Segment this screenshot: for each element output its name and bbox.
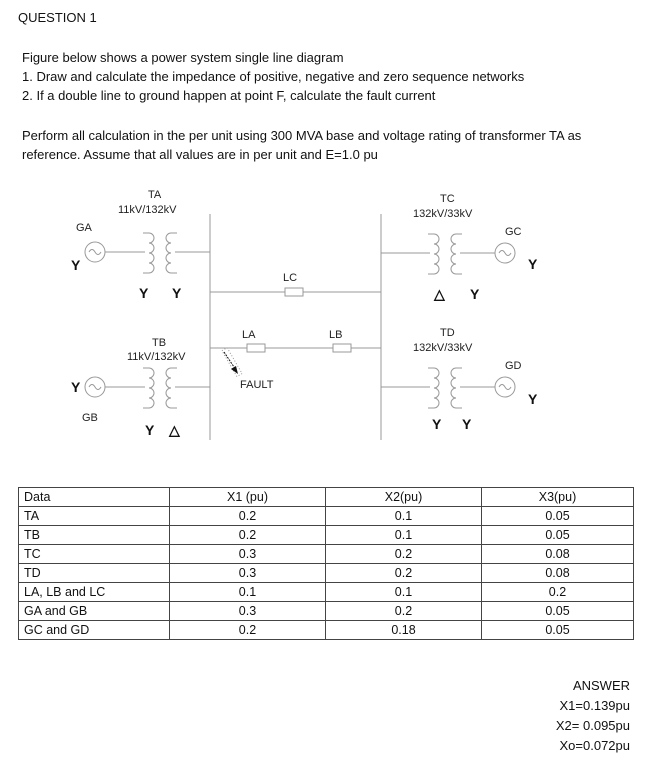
table-cell: TB <box>19 526 170 545</box>
wye-ga-icon: Y <box>71 257 81 273</box>
table-cell: 0.3 <box>170 602 326 621</box>
table-row <box>19 526 634 545</box>
table-cell: LA, LB and LC <box>19 583 170 602</box>
gd-label: GD <box>505 360 522 372</box>
table-cell: 0.18 <box>326 621 482 640</box>
table-cell: 0.2 <box>170 507 326 526</box>
table-cell: 0.08 <box>482 545 634 564</box>
wye-tc-secondary-icon: Y <box>470 286 480 302</box>
wye-td-secondary-icon: Y <box>462 416 472 432</box>
table-row <box>19 507 634 526</box>
ta-label: TA <box>148 189 162 201</box>
td-rating: 132kV/33kV <box>413 342 473 354</box>
fault-label: FAULT <box>240 379 274 391</box>
answer-title: ANSWER <box>572 678 630 693</box>
delta-tc-primary-icon: △ <box>434 286 445 302</box>
table-cell: GA and GB <box>19 602 170 621</box>
wye-ta-primary-icon: Y <box>139 285 149 301</box>
table-cell: TC <box>19 545 170 564</box>
instructions-line-1: Perform all calculation in the per unit using 300 MVA base and voltage rating of transformer TA as <box>22 128 582 143</box>
task-1: 1. Draw and calculate the impedance of positive, negative and zero sequence networks <box>22 69 525 84</box>
table-cell: 0.2 <box>170 621 326 640</box>
table-cell: 0.1 <box>326 507 482 526</box>
answer-x0: Xo=0.072pu <box>559 738 630 753</box>
table-cell: 0.1 <box>326 526 482 545</box>
table-cell: 0.05 <box>482 621 634 640</box>
table-row <box>19 564 634 583</box>
delta-tb-secondary-icon: △ <box>169 422 180 438</box>
tc-rating: 132kV/33kV <box>413 208 473 220</box>
table-cell: 0.1 <box>170 583 326 602</box>
lb-label: LB <box>329 329 343 341</box>
table-cell: GC and GD <box>19 621 170 640</box>
header-x3: X3(pu) <box>482 488 634 507</box>
table-cell: TD <box>19 564 170 583</box>
header-x2: X2(pu) <box>326 488 482 507</box>
wye-gd-icon: Y <box>528 391 538 407</box>
table-row <box>19 583 634 602</box>
transformer-tb-icon <box>143 368 154 408</box>
transformer-ta-icon <box>143 233 154 273</box>
wye-ta-secondary-icon: Y <box>172 285 182 301</box>
table-cell: 0.3 <box>170 564 326 583</box>
table-header-row <box>19 488 634 507</box>
table-cell: 0.05 <box>482 507 634 526</box>
wye-tb-primary-icon: Y <box>145 422 155 438</box>
lc-label: LC <box>283 272 298 284</box>
wye-gb-icon: Y <box>71 379 81 395</box>
table-cell: 0.3 <box>170 545 326 564</box>
gc-label: GC <box>505 226 522 238</box>
table-cell: TA <box>19 507 170 526</box>
table-cell: 0.2 <box>170 526 326 545</box>
line-la-icon <box>247 344 265 352</box>
answer-x1: X1=0.139pu <box>559 698 630 713</box>
td-label: TD <box>440 327 455 339</box>
header-x1: X1 (pu) <box>170 488 326 507</box>
task-2: 2. If a double line to ground happen at point F, calculate the fault current <box>22 88 436 103</box>
transformer-tc-icon <box>428 234 439 274</box>
table-cell: 0.05 <box>482 602 634 621</box>
header-data: Data <box>19 488 170 507</box>
wye-td-primary-icon: Y <box>432 416 442 432</box>
intro-text: Figure below shows a power system single line diagram <box>22 50 344 65</box>
tb-rating: 11kV/132kV <box>127 351 186 363</box>
table-cell: 0.1 <box>326 583 482 602</box>
question-title: QUESTION 1 <box>18 10 97 25</box>
instructions-line-2: reference. Assume that all values are in per unit and E=1.0 pu <box>22 147 378 162</box>
ga-label: GA <box>76 222 92 234</box>
table-cell: 0.2 <box>326 564 482 583</box>
line-lb-icon <box>333 344 351 352</box>
table-row <box>19 621 634 640</box>
table-cell: 0.08 <box>482 564 634 583</box>
ta-rating: 11kV/132kV <box>118 204 177 216</box>
table-row <box>19 602 634 621</box>
transformer-td-icon <box>428 368 439 408</box>
table-cell: 0.2 <box>326 602 482 621</box>
la-label: LA <box>242 329 256 341</box>
impedance-table <box>18 487 634 640</box>
table-row <box>19 545 634 564</box>
line-lc-icon <box>285 288 303 296</box>
wye-gc-icon: Y <box>528 256 538 272</box>
gb-label: GB <box>82 412 98 424</box>
tc-label: TC <box>440 193 455 205</box>
fault-arrow-icon <box>224 352 238 374</box>
table-cell: 0.05 <box>482 526 634 545</box>
table-cell: 0.2 <box>482 583 634 602</box>
answer-x2: X2= 0.095pu <box>555 718 630 733</box>
tb-label: TB <box>152 337 167 349</box>
table-cell: 0.2 <box>326 545 482 564</box>
